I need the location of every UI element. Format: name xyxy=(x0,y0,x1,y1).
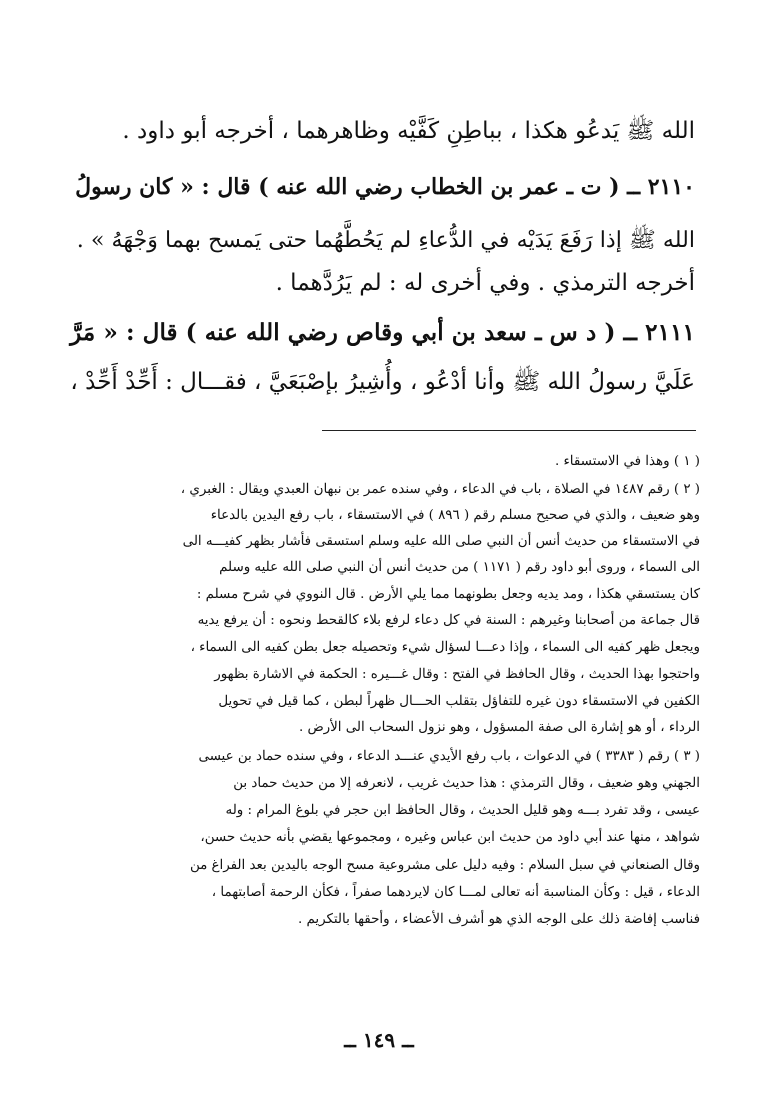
main-text-line: الله ﷺ يَدعُو هكذا ، بباطِنِ كَفَّيْه وظاهرهما ، أخرجه أبو داود . xyxy=(122,118,695,144)
footnote-2: ( ٢ ) رقم ١٤٨٧ في الصلاة ، باب في الدعاء ، وفي سنده عمر بن نبهان العبدي ويقال : الغبري ، xyxy=(180,482,700,497)
footnote-line: الجهني وهو ضعيف ، وقال الترمذي : هذا حديث غريب ، لانعرفه إلا من حديث حماد بن xyxy=(233,776,700,791)
footnote-line: شواهد ، منها عند أبي داود من حديث ابن عباس وغيره ، ومجموعها يقضي بأنه حديث حسن، xyxy=(200,830,700,845)
footnote-line: فناسب إفاضة ذلك على الوجه الذي هو أشرف الأعضاء ، وأحقها بالتكريم . xyxy=(297,912,700,927)
hadith-2111-heading: ٢١١١ ــ ( د س ـ سعد بن أبي وقاص رضي الله عنه ) قال : « مَرَّ xyxy=(70,319,695,346)
main-text-line: عَلَيَّ رسولُ الله ﷺ وأنا أدْعُو ، وأُشِيرُ بإصْبَعَيَّ ، فقـــال : أَحِّدْ أَحِّدْ ، xyxy=(70,369,695,395)
footnote-1: ( ١ ) وهذا في الاستسقاء . xyxy=(554,454,700,469)
footnote-line: ويجعل ظهر كفيه الى السماء ، وإذا دعـــا لسؤال شيء وتحصيله جعل بطن كفيه الى السماء ، xyxy=(190,640,700,655)
main-text-line: أخرجه الترمذي . وفي أخرى له : لم يَرُدَّهما . xyxy=(275,270,695,296)
hadith-2110-heading: ٢١١٠ ــ ( ت ـ عمر بن الخطاب رضي الله عنه ) قال : « كان رسولُ xyxy=(75,174,695,200)
footnote-line: وقال الصنعاني في سبل السلام : وفيه دليل على مشروعية مسح الوجه باليدين بعد الفراغ من xyxy=(189,858,700,873)
footnote-line: كان يستسقي هكذا ، ومد يديه وجعل بطونهما مما يلي الأرض . قال النووي في شرح مسلم : xyxy=(196,587,700,602)
footnote-line: وهو ضعيف ، والذي في صحيح مسلم رقم ( ٨٩٦ ) في الاستسقاء ، باب رفع اليدين بالدعاء xyxy=(210,508,700,523)
footnote-line: الدعاء ، قيل : وكأن المناسبة أنه تعالى لمـــا كان لايردهما صفراً ، فكأن الرحمة أصابتهما ، xyxy=(211,885,700,900)
main-text-line: الله ﷺ إذا رَفَعَ يَدَيْه في الدُّعاءِ لم يَحُطَّهُما حتى يَمسح بهما وَجْهَهُ » . xyxy=(76,227,695,253)
page-number: ــ ١٤٩ ــ xyxy=(344,1028,414,1052)
footnote-divider xyxy=(322,430,696,431)
footnote-line: الكفين في الاستسقاء دون غيره للتفاؤل بتقلب الحـــال ظهراً لبطن ، كما قيل في تحويل xyxy=(218,694,700,709)
footnote-line: الى السماء ، وروى أبو داود رقم ( ١١٧١ ) من حديث أنس أن النبي صلى الله عليه وسلم xyxy=(219,560,700,575)
footnote-line: الرداء ، أو هو إشارة الى صفة المسؤول ، وهو نزول السحاب الى الأرض . xyxy=(298,720,700,735)
footnote-line: عيسى ، وقد تفرد بـــه وهو قليل الحديث ، وقال الحافظ ابن حجر في بلوغ المرام : وله xyxy=(225,803,700,818)
footnote-line: قال جماعة من أصحابنا وغيرهم : السنة في كل دعاء لرفع بلاء كالقحط ونحوه : أن يرفع يديه xyxy=(197,613,700,628)
footnote-line: واحتجوا بهذا الحديث ، وقال الحافظ في الفتح : وقال غـــيره : الحكمة في الاشارة بظهور xyxy=(214,667,700,682)
footnote-line: في الاستسقاء من حديث أنس أن النبي صلى الله عليه وسلم استسقى فأشار بظهر كفيـــه الى xyxy=(182,534,700,549)
footnote-3: ( ٣ ) رقم ( ٣٣٨٣ ) في الدعوات ، باب رفع الأيدي عنـــد الدعاء ، وفي سنده حماد بن عيسى xyxy=(198,749,700,764)
